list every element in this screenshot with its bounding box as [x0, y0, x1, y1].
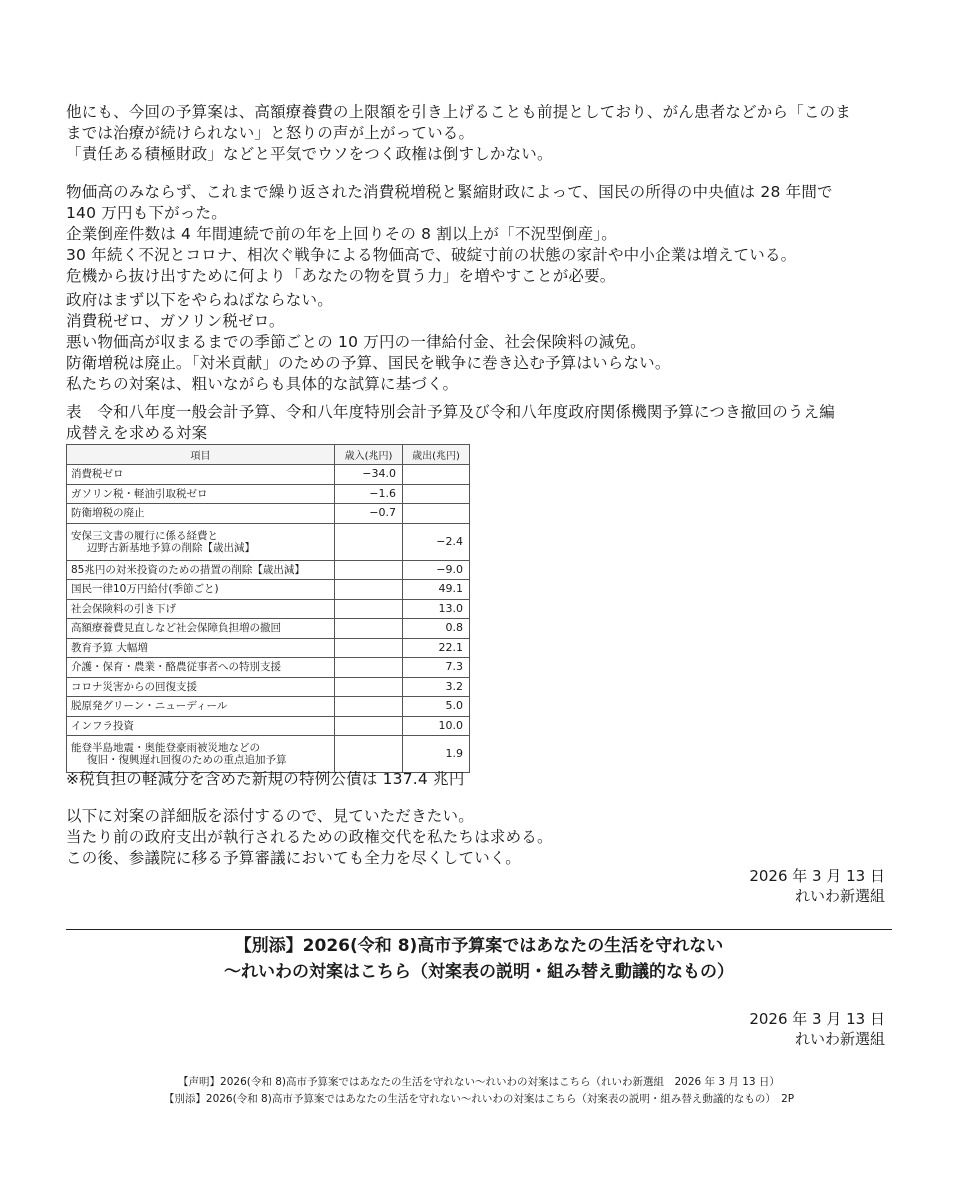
- cell-expenditure: 22.1: [403, 638, 470, 658]
- cell-item: 85兆円の対米投資のための措置の削除【歳出減】: [67, 560, 335, 580]
- cell-item: ガソリン税・軽油引取税ゼロ: [67, 484, 335, 504]
- text-line: 他にも、今回の予算案は、高額療養費の上限額を引き上げることも前提としており、がん患者などから「このま: [66, 103, 852, 121]
- cell-item: [67, 523, 335, 560]
- table-row: [67, 580, 470, 600]
- text-line: この後、参議院に移る予算審議においても全力を尽くしていく。: [66, 849, 521, 867]
- table-row: [67, 484, 470, 504]
- table-row: [67, 736, 470, 773]
- cell-expenditure: 13.0: [403, 599, 470, 619]
- cell-expenditure: 3.2: [403, 677, 470, 697]
- table-row: [67, 677, 470, 697]
- table-row: [67, 697, 470, 717]
- text-line: 30 年続く不況とコロナ、相次ぐ戦争による物価高で、破綻寸前の状態の家計や中小企業は増えている。: [66, 246, 797, 264]
- cell-revenue: [335, 736, 403, 773]
- cell-revenue: [335, 638, 403, 658]
- cell-revenue: [335, 716, 403, 736]
- table-row: [67, 599, 470, 619]
- text-line: 悪い物価高が収まるまでの季節ごとの 10 万円の一律給付金、社会保険料の減免。: [66, 333, 646, 351]
- text-line: までは治療が続けられない」と怒りの声が上がっている。: [66, 124, 475, 142]
- cell-expenditure: 5.0: [403, 697, 470, 717]
- cell-item: コロナ災害からの回復支援: [67, 677, 335, 697]
- text-line: 政府はまず以下をやらねばならない。: [66, 291, 333, 309]
- text-line: 成替えを求める対案: [66, 424, 208, 442]
- cell-revenue: −0.7: [335, 504, 403, 524]
- paragraph-healthcare: [66, 102, 902, 165]
- cell-expenditure: −9.0: [403, 560, 470, 580]
- text-line: 表 令和八年度一般会計予算、令和八年度特別会計予算及び令和八年度政府関係機関予算につき撤回のうえ編: [66, 403, 835, 421]
- cell-expenditure: 1.9: [403, 736, 470, 773]
- cell-revenue: −34.0: [335, 465, 403, 485]
- cell-item: 脱原発グリーン・ニューディール: [67, 697, 335, 717]
- text-line: 防衛増税は廃止。「対米貢献」のための予算、国民を戦争に巻き込む予算はいらない。: [66, 354, 671, 372]
- paragraph-demands: [66, 290, 902, 395]
- attachment-title: 【別添】2026(令和 8)高市予算案ではあなたの生活を守れない: [234, 936, 724, 956]
- signature-org: れいわ新選組: [794, 1030, 885, 1048]
- cell-item: 防衛増税の廃止: [67, 504, 335, 524]
- cell-item-line: 辺野古新基地予算の削除【歳出減】: [87, 541, 255, 554]
- cell-revenue: [335, 658, 403, 678]
- cell-revenue: [335, 619, 403, 639]
- header-item: 項目: [67, 445, 335, 465]
- cell-item-line: 復旧・復興遅れ回復のための重点追加予算: [87, 754, 287, 766]
- cell-revenue: −1.6: [335, 484, 403, 504]
- text-line: 私たちの対案は、粗いながらも具体的な試算に基づく。: [66, 375, 459, 393]
- cell-item: 社会保険料の引き下げ: [67, 599, 335, 619]
- footer-line: 【声明】2026(令和 8)高市予算案ではあなたの生活を守れない〜れいわの対案はこちら（れいわ新選組 2026 年 3 月 13 日）: [178, 1076, 780, 1088]
- cell-expenditure: 10.0: [403, 716, 470, 736]
- text-line: 以下に対案の詳細版を添付するので、見ていただきたい。: [66, 807, 474, 825]
- table-row: [67, 716, 470, 736]
- cell-item: 介護・保育・農業・酪農従事者への特別支援: [67, 658, 335, 678]
- cell-item-line: 安保三文書の履行に係る経費と: [71, 529, 218, 542]
- text-line: 物価高のみならず、これまで繰り返された消費税増税と緊縮財政によって、国民の所得の中央値は 28 年間で: [66, 183, 833, 201]
- bond-note: [66, 769, 902, 790]
- cell-revenue: [335, 599, 403, 619]
- table-row: [67, 465, 470, 485]
- text-line: 企業倒産件数は 4 年間連続で前の年を上回りその 8 割以上が「不況型倒産」。: [66, 225, 617, 243]
- cell-expenditure: 49.1: [403, 580, 470, 600]
- attachment-subtitle: 〜れいわの対案はこちら（対案表の説明・組み替え動議的なもの）: [224, 962, 734, 982]
- text-line: 「責任ある積極財政」などと平気でウソをつく政権は倒すしかない。: [66, 145, 553, 163]
- table-header-row: [67, 445, 470, 465]
- cell-item: 高額療養費見直しなど社会保障負担増の撤回: [67, 619, 335, 639]
- cell-item: 消費税ゼロ: [67, 465, 335, 485]
- cell-expenditure: [403, 484, 470, 504]
- attachment-signature-block: [749, 1009, 885, 1049]
- cell-revenue: [335, 523, 403, 560]
- table-caption: [66, 402, 902, 444]
- signature-block: [749, 866, 885, 906]
- table-row: [67, 658, 470, 678]
- table-row: [67, 504, 470, 524]
- text-line: 危機から抜け出すために何より「あなたの物を買う力」を増やすことが必要。: [66, 267, 616, 285]
- text-line: 140 万円も下がった。: [66, 204, 227, 222]
- cell-revenue: [335, 580, 403, 600]
- text-line: ※税負担の軽減分を含めた新規の特例公債は 137.4 兆円: [66, 770, 465, 788]
- signature-date: 2026 年 3 月 13 日: [749, 1010, 885, 1028]
- table-row: [67, 523, 470, 560]
- paragraph-economy: [66, 182, 902, 287]
- signature-org: れいわ新選組: [794, 887, 885, 905]
- table-row: [67, 638, 470, 658]
- cell-expenditure: [403, 504, 470, 524]
- header-revenue: 歳入(兆円): [335, 445, 403, 465]
- cell-item: 教育予算 大幅増: [67, 638, 335, 658]
- footer-line: 【別添】2026(令和 8)高市予算案ではあなたの生活を守れない〜れいわの対案はこちら（対案表の説明・組み替え動議的なもの） 2P: [163, 1093, 795, 1105]
- cell-expenditure: 0.8: [403, 619, 470, 639]
- signature-date: 2026 年 3 月 13 日: [749, 867, 885, 885]
- cell-expenditure: 7.3: [403, 658, 470, 678]
- cell-expenditure: −2.4: [403, 523, 470, 560]
- table-row: [67, 619, 470, 639]
- text-line: 消費税ゼロ、ガソリン税ゼロ。: [66, 312, 285, 330]
- table-row: [67, 560, 470, 580]
- cell-item: [67, 736, 335, 773]
- cell-revenue: [335, 560, 403, 580]
- section-divider: [66, 929, 892, 930]
- header-expenditure: 歳出(兆円): [403, 445, 470, 465]
- cell-expenditure: [403, 465, 470, 485]
- cell-item: 国民一律10万円給付(季節ごと): [67, 580, 335, 600]
- text-line: 当たり前の政府支出が執行されるための政権交代を私たちは求める。: [66, 828, 553, 846]
- paragraph-closing: [66, 806, 902, 869]
- cell-revenue: [335, 677, 403, 697]
- cell-revenue: [335, 697, 403, 717]
- cell-item-line: 能登半島地震・奥能登豪雨被災地などの: [71, 742, 260, 754]
- cell-item: インフラ投資: [67, 716, 335, 736]
- budget-table: [66, 444, 470, 773]
